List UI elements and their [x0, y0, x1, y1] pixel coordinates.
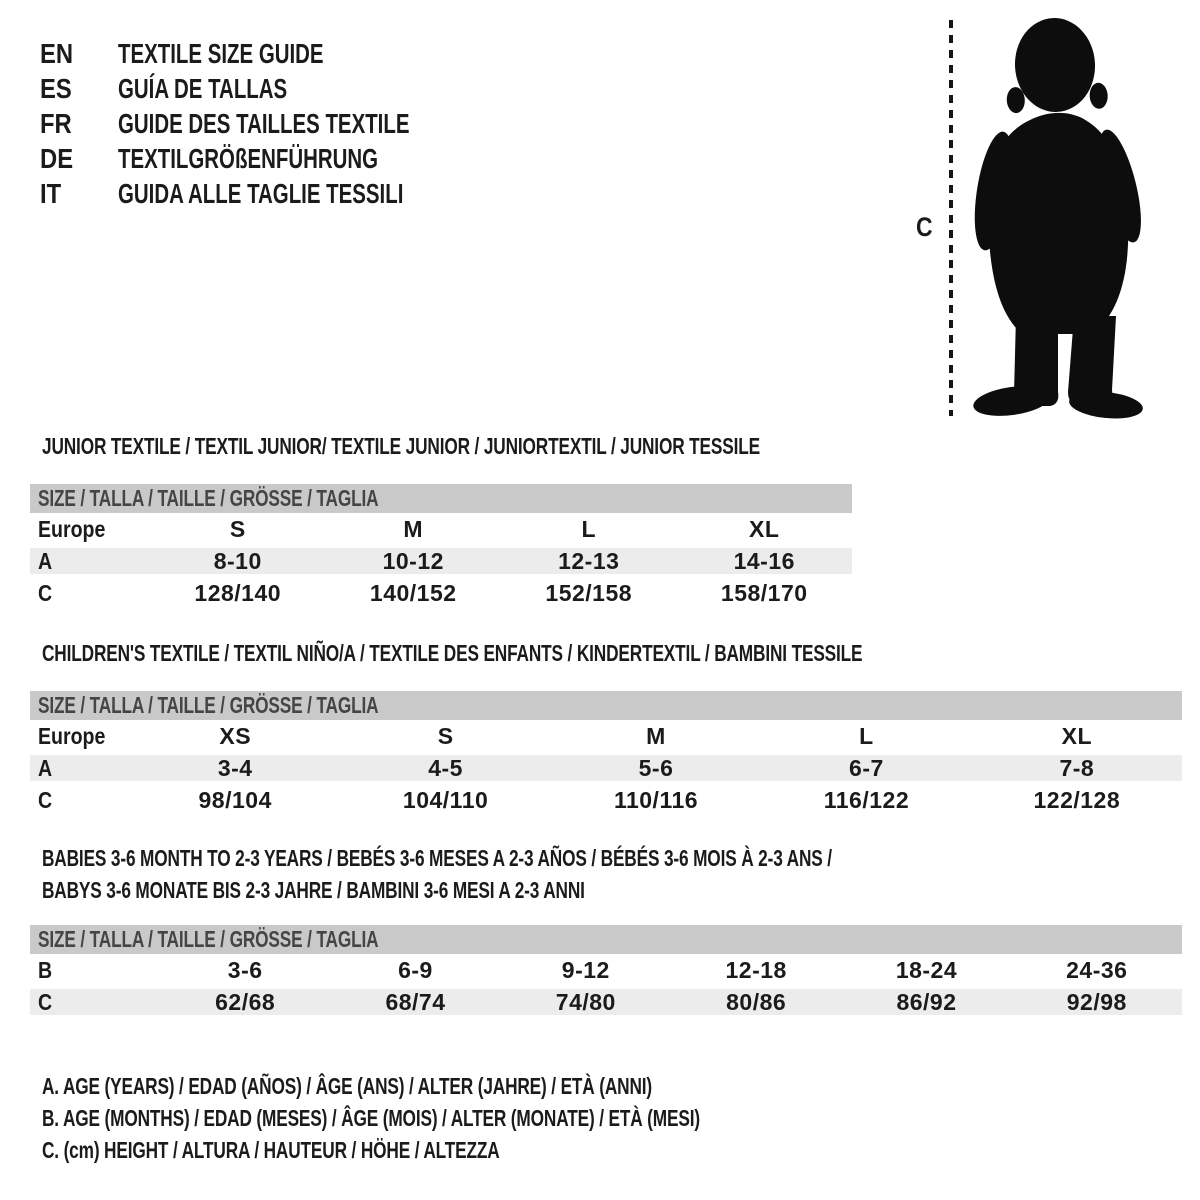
size-cell [972, 755, 1182, 782]
row-label [30, 516, 150, 543]
size-cell-text: 7-8 [1059, 754, 1095, 781]
table-row [30, 784, 1182, 816]
language-label: GUÍA DE TALLAS [118, 72, 288, 104]
size-cell-text: 6-7 [849, 754, 884, 781]
size-cell [340, 755, 550, 782]
row-label-text: C [38, 786, 53, 813]
height-measure-label: C [916, 212, 933, 242]
size-cell-text: 98/104 [198, 786, 272, 813]
size-cell [501, 548, 677, 575]
size-cell [130, 723, 340, 750]
section-title-line [42, 430, 999, 462]
size-cell [130, 787, 340, 814]
language-row [40, 141, 517, 176]
size-cell-text: L [859, 722, 874, 749]
size-cell [1012, 957, 1182, 984]
table-row [30, 577, 852, 609]
size-cell [150, 516, 326, 543]
legend-line-text: B. AGE (MONTHS) / EDAD (MESES) / ÂGE (MOIS) / ALTER (MONATE) / ETÀ (MESI) [42, 1105, 700, 1131]
size-cell-text: 6-9 [398, 956, 433, 983]
language-row [40, 71, 517, 106]
size-cell [761, 723, 971, 750]
row-label-text: A [38, 547, 53, 574]
size-cell-text: S [229, 515, 246, 542]
size-cell-text: 12-13 [558, 547, 620, 574]
size-header-text: SIZE / TALLA / TAILLE / GRÖSSE / TAGLIA [38, 926, 379, 952]
size-cell-text: 92/98 [1066, 988, 1127, 1015]
language-row [40, 176, 517, 211]
legend-line [42, 1070, 919, 1102]
measurement-legend [42, 1070, 919, 1166]
section-title-line [42, 637, 1136, 669]
size-cell [841, 957, 1011, 984]
row-label [30, 787, 130, 814]
size-cell [330, 989, 500, 1016]
size-cell [761, 787, 971, 814]
size-table [30, 925, 1182, 1018]
row-label-text: C [38, 579, 53, 606]
size-cell-text: 10-12 [382, 547, 444, 574]
section-title [42, 842, 1095, 906]
size-cell [551, 723, 761, 750]
size-cell-text: M [646, 722, 666, 749]
size-header-text: SIZE / TALLA / TAILLE / GRÖSSE / TAGLIA [38, 692, 379, 718]
size-cell [1012, 989, 1182, 1016]
row-label [30, 548, 150, 575]
section-title-line [42, 874, 1095, 906]
size-cell-text: L [581, 515, 597, 542]
size-cell [671, 957, 841, 984]
size-cell [677, 548, 853, 575]
size-cell [972, 723, 1182, 750]
row-label-text: A [38, 754, 53, 781]
size-cell-text: 62/68 [215, 988, 276, 1015]
size-cell [326, 516, 502, 543]
size-cell [501, 516, 677, 543]
size-cell [150, 548, 326, 575]
section-title-text: JUNIOR TEXTILE / TEXTIL JUNIOR/ TEXTILE JUNIOR / JUNIORTEXTIL / JUNIOR TESSILE [42, 433, 761, 459]
table-row [30, 752, 1182, 784]
size-cell-text: XL [1061, 722, 1093, 749]
size-cell [501, 957, 671, 984]
size-cell [761, 755, 971, 782]
size-cell-text: 86/92 [896, 988, 957, 1015]
language-code: ES [40, 72, 72, 104]
row-label [30, 580, 150, 607]
language-row [40, 36, 517, 71]
section-title-text: CHILDREN'S TEXTILE / TEXTIL NIÑO/A / TEXTILE DES ENFANTS / KINDERTEXTIL / BAMBINI TESSILE [42, 640, 863, 666]
size-header-bar [30, 691, 1182, 720]
size-cell [130, 755, 340, 782]
size-cell-text: 80/86 [726, 988, 787, 1015]
size-cell [150, 580, 326, 607]
size-cell-text: 8-10 [213, 547, 262, 574]
legend-line-text: A. AGE (YEARS) / EDAD (AÑOS) / ÂGE (ANS) / ALTER (JAHRE) / ETÀ (ANNI) [42, 1073, 653, 1099]
size-cell [551, 755, 761, 782]
size-cell-text: 110/116 [613, 786, 699, 813]
language-code: IT [40, 177, 62, 209]
size-cell-text: 140/152 [369, 579, 457, 606]
size-cell-text: 128/140 [194, 579, 282, 606]
size-cell [340, 787, 550, 814]
language-code: DE [40, 142, 74, 174]
language-label: TEXTILE SIZE GUIDE [118, 37, 324, 69]
section-title-text: BABIES 3-6 MONTH TO 2-3 YEARS / BEBÉS 3-6 MESES A 2-3 AÑOS / BÉBÉS 3-6 MOIS À 2-3 ANS / [42, 845, 832, 871]
size-cell-text: 74/80 [555, 988, 616, 1015]
size-cell [501, 580, 677, 607]
language-label: TEXTILGRÖßENFÜHRUNG [118, 142, 379, 174]
size-cell-text: 9-12 [561, 956, 610, 983]
row-label-text: B [38, 956, 53, 983]
size-cell-text: 12-18 [725, 956, 787, 983]
table-row [30, 954, 1182, 986]
row-label [30, 989, 160, 1016]
size-cell-text: S [437, 722, 454, 749]
size-cell-text: M [403, 515, 424, 542]
language-code: EN [40, 37, 74, 69]
legend-line-text: C. (cm) HEIGHT / ALTURA / HAUTEUR / HÖHE / ALTEZZA [42, 1137, 500, 1163]
table-row [30, 545, 852, 577]
size-cell-text: XL [749, 515, 780, 542]
table-row [30, 513, 852, 545]
size-cell-text: 104/110 [402, 786, 489, 813]
legend-line [42, 1134, 919, 1166]
size-cell [677, 580, 853, 607]
size-cell-text: 4-5 [428, 754, 463, 781]
row-label [30, 957, 160, 984]
row-label [30, 723, 130, 750]
language-list [40, 36, 517, 211]
size-header-bar [30, 484, 852, 513]
section-title [42, 637, 1136, 669]
size-header-bar [30, 925, 1182, 954]
language-label: GUIDE DES TAILLES TEXTILE [118, 107, 410, 139]
size-cell-text: 14-16 [733, 547, 795, 574]
section-title-line [42, 842, 1095, 874]
legend-line [42, 1102, 919, 1134]
language-code: FR [40, 107, 72, 139]
size-cell [677, 516, 853, 543]
size-table [30, 691, 1182, 816]
toddler-silhouette-icon [970, 16, 1146, 420]
size-cell-text: 68/74 [385, 988, 446, 1015]
row-label-text: Europe [38, 515, 106, 542]
size-cell [551, 787, 761, 814]
row-label [30, 755, 130, 782]
section-title [42, 430, 999, 462]
size-cell [330, 957, 500, 984]
size-cell-text: 116/122 [823, 786, 910, 813]
size-cell [671, 989, 841, 1016]
size-header-text: SIZE / TALLA / TAILLE / GRÖSSE / TAGLIA [38, 485, 379, 511]
table-row [30, 720, 1182, 752]
size-cell-text: 158/170 [720, 579, 808, 606]
size-cell-text: 5-6 [638, 754, 674, 781]
size-cell-text: 3-6 [227, 956, 263, 983]
row-label-text: Europe [38, 722, 106, 749]
size-cell [160, 957, 330, 984]
table-row [30, 986, 1182, 1018]
size-table [30, 484, 852, 609]
row-label-text: C [38, 988, 53, 1015]
size-cell [326, 548, 502, 575]
size-cell-text: XS [219, 722, 252, 749]
size-cell [340, 723, 550, 750]
size-cell-text: 122/128 [1033, 786, 1121, 813]
size-cell [841, 989, 1011, 1016]
language-row [40, 106, 517, 141]
language-label: GUIDA ALLE TAGLIE TESSILI [118, 177, 404, 209]
size-cell [326, 580, 502, 607]
height-measure-line [946, 18, 956, 418]
size-cell-text: 18-24 [895, 956, 958, 983]
size-cell-text: 3-4 [217, 754, 253, 781]
size-cell [160, 989, 330, 1016]
size-cell [501, 989, 671, 1016]
size-cell-text: 24-36 [1066, 956, 1128, 983]
size-cell-text: 152/158 [545, 579, 633, 606]
section-title-text: BABYS 3-6 MONATE BIS 2-3 JAHRE / BAMBINI 3-6 MESI A 2-3 ANNI [42, 877, 585, 903]
size-cell [972, 787, 1182, 814]
